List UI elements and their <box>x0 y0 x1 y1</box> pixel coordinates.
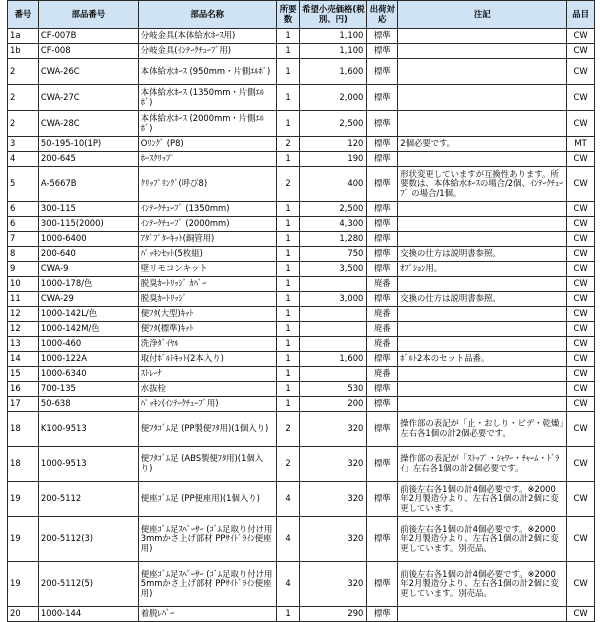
cell-note <box>398 322 567 337</box>
cell-note <box>398 232 567 247</box>
cell-part-name: 便ﾌﾀｺﾞﾑ足 (ABS製便ﾌﾀ用)(1個入り) <box>138 447 276 482</box>
cell-part-number: 1000-122A <box>38 352 138 367</box>
header-item: 品目 <box>567 1 595 29</box>
cell-note <box>398 277 567 292</box>
cell-note <box>398 111 567 137</box>
cell-no: 1a <box>8 29 39 44</box>
cell-price: 200 <box>300 397 367 412</box>
cell-item: CW <box>567 482 595 517</box>
cell-part-number: 700-135 <box>38 382 138 397</box>
table-row <box>8 152 595 167</box>
cell-part-number: CWA-27C <box>38 85 138 111</box>
cell-note <box>398 202 567 217</box>
cell-item: CW <box>567 167 595 202</box>
cell-no: 18 <box>8 447 39 482</box>
cell-item: CW <box>567 322 595 337</box>
cell-price: 750 <box>300 247 367 262</box>
cell-item: CW <box>567 277 595 292</box>
table-row <box>8 137 595 152</box>
cell-quantity: 1 <box>276 352 300 367</box>
cell-quantity: 2 <box>276 167 300 202</box>
table-row <box>8 397 595 412</box>
cell-item: CW <box>567 412 595 447</box>
cell-quantity: 1 <box>276 29 300 44</box>
parts-table <box>7 0 595 622</box>
cell-item: CW <box>567 517 595 562</box>
cell-part-name: ﾊﾟｯｷﾝｾｯﾄ(5枚組) <box>138 247 276 262</box>
cell-item: CW <box>567 44 595 59</box>
cell-note <box>398 307 567 322</box>
cell-quantity: 1 <box>276 44 300 59</box>
cell-part-name: 脱臭ｶｰﾄﾘｯｼﾞ <box>138 292 276 307</box>
cell-note <box>398 382 567 397</box>
cell-note <box>398 397 567 412</box>
cell-quantity: 2 <box>276 447 300 482</box>
cell-price: 320 <box>300 482 367 517</box>
cell-part-number: CWA-29 <box>38 292 138 307</box>
cell-no: 18 <box>8 412 39 447</box>
cell-note: 2個必要です。 <box>398 137 567 152</box>
cell-no: 6 <box>8 202 39 217</box>
cell-price: 2,500 <box>300 111 367 137</box>
cell-note <box>398 59 567 85</box>
cell-part-name: Oﾘﾝｸﾞ (P8) <box>138 137 276 152</box>
cell-quantity: 2 <box>276 412 300 447</box>
cell-item: CW <box>567 607 595 622</box>
cell-shipping: 標準 <box>367 482 398 517</box>
cell-price: 1,600 <box>300 59 367 85</box>
cell-shipping: 標準 <box>367 247 398 262</box>
cell-no: 13 <box>8 337 39 352</box>
table-row <box>8 44 595 59</box>
table-body <box>8 29 595 622</box>
cell-shipping: 廃番 <box>367 277 398 292</box>
parts-table-container <box>7 0 595 622</box>
cell-part-number: K100-9513 <box>38 412 138 447</box>
cell-item: CW <box>567 562 595 607</box>
cell-part-name: 着脱ﾚﾊﾞｰ <box>138 607 276 622</box>
cell-no: 2 <box>8 59 39 85</box>
cell-shipping: 標準 <box>367 59 398 85</box>
cell-note <box>398 85 567 111</box>
cell-note: 前後左右各1個の計4個必要です。※2000年2月製造分より、左右各1個の計2個に変更しています。別売品。 <box>398 517 567 562</box>
cell-price: 530 <box>300 382 367 397</box>
cell-no: 10 <box>8 277 39 292</box>
cell-quantity: 1 <box>276 217 300 232</box>
cell-price: 120 <box>300 137 367 152</box>
cell-part-number: 1000-142M/色 <box>38 322 138 337</box>
cell-part-number: 200-645 <box>38 152 138 167</box>
cell-part-number: A-5667B <box>38 167 138 202</box>
cell-part-name: 便ﾌﾀ(大型)ｷｯﾄ <box>138 307 276 322</box>
cell-item: CW <box>567 217 595 232</box>
table-row <box>8 382 595 397</box>
cell-item: CW <box>567 262 595 277</box>
cell-item: CW <box>567 152 595 167</box>
cell-note: ｵﾌﾟｼｮﾝ用。 <box>398 262 567 277</box>
cell-part-number: 300-115(2000) <box>38 217 138 232</box>
table-row <box>8 447 595 482</box>
cell-part-number: CWA-26C <box>38 59 138 85</box>
cell-item: CW <box>567 111 595 137</box>
cell-shipping: 標準 <box>367 292 398 307</box>
table-row <box>8 292 595 307</box>
cell-note <box>398 29 567 44</box>
cell-shipping: 標準 <box>367 137 398 152</box>
table-row <box>8 607 595 622</box>
cell-no: 11 <box>8 292 39 307</box>
table-row <box>8 277 595 292</box>
cell-part-number: 200-5112(3) <box>38 517 138 562</box>
cell-shipping: 標準 <box>367 262 398 277</box>
cell-no: 2 <box>8 111 39 137</box>
cell-part-name: 便ﾌﾀ(標準)ｷｯﾄ <box>138 322 276 337</box>
cell-part-name: ｽﾄﾚｰﾅ <box>138 367 276 382</box>
header-part-number: 部品番号 <box>38 1 138 29</box>
cell-part-number: 300-115 <box>38 202 138 217</box>
cell-price: 320 <box>300 447 367 482</box>
cell-price <box>300 277 367 292</box>
cell-quantity: 1 <box>276 85 300 111</box>
header-quantity: 所要数 <box>276 1 300 29</box>
cell-shipping: 標準 <box>367 382 398 397</box>
cell-no: 20 <box>8 607 39 622</box>
cell-quantity: 1 <box>276 277 300 292</box>
table-row <box>8 217 595 232</box>
cell-price: 400 <box>300 167 367 202</box>
table-row <box>8 412 595 447</box>
cell-part-name: 便ﾌﾀｺﾞﾑ足 (PP製便ﾌﾀ用)(1個入り) <box>138 412 276 447</box>
cell-part-number: 200-640 <box>38 247 138 262</box>
cell-part-name: ｲﾝﾃｰｸﾁｭｰﾌﾞ (1350mm) <box>138 202 276 217</box>
table-row <box>8 29 595 44</box>
cell-part-number: 200-5112 <box>38 482 138 517</box>
cell-no: 8 <box>8 247 39 262</box>
cell-note <box>398 152 567 167</box>
cell-item: CW <box>567 352 595 367</box>
table-row <box>8 367 595 382</box>
header-no: 番号 <box>8 1 39 29</box>
cell-part-name: 分岐金具(ｲﾝﾃｰｸﾁｭｰﾌﾞ用) <box>138 44 276 59</box>
cell-item: CW <box>567 447 595 482</box>
cell-quantity: 1 <box>276 152 300 167</box>
cell-shipping: 標準 <box>367 29 398 44</box>
cell-part-name: 壁リモコンキット <box>138 262 276 277</box>
cell-shipping: 標準 <box>367 517 398 562</box>
header-part-name: 部品名称 <box>138 1 276 29</box>
cell-part-name: 脱臭ｶｰﾄﾘｯｼﾞ ｶﾊﾞｰ <box>138 277 276 292</box>
cell-part-name: 本体給水ﾎｰｽ (1350mm・片側ｴﾙﾎﾞ) <box>138 85 276 111</box>
cell-price: 320 <box>300 562 367 607</box>
cell-no: 15 <box>8 367 39 382</box>
cell-part-name: 便座ｺﾞﾑ足 (PP便座用)(1個入り) <box>138 482 276 517</box>
cell-part-name: ｲﾝﾃｰｸﾁｭｰﾌﾞ (2000mm) <box>138 217 276 232</box>
cell-quantity: 1 <box>276 247 300 262</box>
cell-quantity: 4 <box>276 517 300 562</box>
cell-note <box>398 367 567 382</box>
cell-shipping: 標準 <box>367 111 398 137</box>
cell-part-name: ﾊﾟｯｷﾝ(ｲﾝﾃｰｸﾁｭｰﾌﾞ用) <box>138 397 276 412</box>
cell-note: ﾎﾞﾙﾄ2本のセット品番。 <box>398 352 567 367</box>
cell-shipping: 標準 <box>367 562 398 607</box>
cell-price: 2,000 <box>300 85 367 111</box>
cell-price: 290 <box>300 607 367 622</box>
cell-part-number: 50-195-10(1P) <box>38 137 138 152</box>
cell-price: 3,500 <box>300 262 367 277</box>
cell-shipping: 廃番 <box>367 307 398 322</box>
cell-part-number: CWA-9 <box>38 262 138 277</box>
table-row <box>8 482 595 517</box>
cell-part-number: 1000-144 <box>38 607 138 622</box>
table-row <box>8 337 595 352</box>
cell-price: 320 <box>300 412 367 447</box>
cell-no: 12 <box>8 322 39 337</box>
cell-no: 3 <box>8 137 39 152</box>
cell-part-name: ｸﾘｯﾌﾟﾘﾝｸﾞ(呼び8) <box>138 167 276 202</box>
cell-note: 交換の仕方は説明書参照。 <box>398 292 567 307</box>
cell-item: CW <box>567 292 595 307</box>
table-row <box>8 262 595 277</box>
cell-price <box>300 367 367 382</box>
cell-item: CW <box>567 247 595 262</box>
cell-shipping: 標準 <box>367 352 398 367</box>
cell-no: 4 <box>8 152 39 167</box>
cell-item: CW <box>567 29 595 44</box>
header-note: 注記 <box>398 1 567 29</box>
cell-quantity: 1 <box>276 59 300 85</box>
cell-part-number: 200-5112(5) <box>38 562 138 607</box>
header-shipping: 出荷対応 <box>367 1 398 29</box>
cell-quantity: 1 <box>276 397 300 412</box>
cell-quantity: 1 <box>276 262 300 277</box>
cell-quantity: 4 <box>276 482 300 517</box>
cell-part-number: CWA-28C <box>38 111 138 137</box>
cell-part-number: CF-007B <box>38 29 138 44</box>
cell-price <box>300 307 367 322</box>
cell-note: 前後左右各1個の計4個必要です。※2000年2月製造分より、左右各1個の計2個に変更しています。別売品。 <box>398 562 567 607</box>
cell-part-number: 1000-178/色 <box>38 277 138 292</box>
table-row <box>8 59 595 85</box>
cell-note: 操作部の表記が「止・おしり・ビデ・乾燥」左右各1個の計2個必要です。 <box>398 412 567 447</box>
cell-shipping: 標準 <box>367 85 398 111</box>
cell-part-name: 取付ﾎﾞﾙﾄｷｯﾄ(2本入り) <box>138 352 276 367</box>
cell-quantity: 1 <box>276 337 300 352</box>
cell-shipping: 標準 <box>367 167 398 202</box>
table-row <box>8 322 595 337</box>
cell-item: CW <box>567 232 595 247</box>
cell-shipping: 標準 <box>367 202 398 217</box>
cell-note: 形状変更していますが互換性あります。所要数は、本体給水ﾎｰｽの場合/2個、ｲﾝﾃｰｸﾁｭｰﾌﾞ の場合/1個。 <box>398 167 567 202</box>
cell-part-name: 便座ｺﾞﾑ足ｽﾍﾟｰｻｰ (ｺﾞﾑ足取り付け用3mmかさ上げ部材 PPｻｲﾄﾞﾗｲﾝ便座用) <box>138 517 276 562</box>
cell-note: 交換の仕方は説明書参照。 <box>398 247 567 262</box>
cell-note <box>398 337 567 352</box>
cell-shipping: 標準 <box>367 412 398 447</box>
cell-item: MT <box>567 137 595 152</box>
cell-no: 9 <box>8 262 39 277</box>
cell-shipping: 標準 <box>367 397 398 412</box>
cell-no: 19 <box>8 482 39 517</box>
cell-quantity: 4 <box>276 562 300 607</box>
cell-no: 12 <box>8 307 39 322</box>
cell-item: CW <box>567 397 595 412</box>
cell-shipping: 標準 <box>367 44 398 59</box>
cell-part-number: 1000-6400 <box>38 232 138 247</box>
cell-shipping: 標準 <box>367 232 398 247</box>
table-row <box>8 352 595 367</box>
cell-price <box>300 337 367 352</box>
cell-item: CW <box>567 307 595 322</box>
cell-part-name: ｱﾀﾞﾌﾟﾀｰｷｯﾄ(銅管用) <box>138 232 276 247</box>
cell-price: 190 <box>300 152 367 167</box>
cell-shipping: 標準 <box>367 607 398 622</box>
table-row <box>8 202 595 217</box>
cell-price: 4,300 <box>300 217 367 232</box>
cell-quantity: 1 <box>276 607 300 622</box>
cell-part-name: 本体給水ﾎｰｽ (950mm・片側ｴﾙﾎﾞ) <box>138 59 276 85</box>
cell-part-name: 水抜栓 <box>138 382 276 397</box>
header-price: 希望小売価格(税別、円) <box>300 1 367 29</box>
cell-note <box>398 44 567 59</box>
cell-item: CW <box>567 382 595 397</box>
cell-no: 14 <box>8 352 39 367</box>
cell-no: 17 <box>8 397 39 412</box>
cell-quantity: 1 <box>276 292 300 307</box>
cell-note: 操作部の表記が「ｽﾄｯﾌﾟ・ｼｬﾜｰ・ﾁｬｰﾑ・ﾄﾞﾗｲ」左右各1個の計2個必要です。 <box>398 447 567 482</box>
cell-note <box>398 217 567 232</box>
cell-item: CW <box>567 202 595 217</box>
cell-no: 5 <box>8 167 39 202</box>
cell-part-name: ﾎｰｽｸﾘｯﾌﾟ <box>138 152 276 167</box>
cell-price: 320 <box>300 517 367 562</box>
cell-item: CW <box>567 337 595 352</box>
cell-no: 19 <box>8 517 39 562</box>
table-row <box>8 247 595 262</box>
cell-no: 6 <box>8 217 39 232</box>
table-row <box>8 232 595 247</box>
cell-price: 1,280 <box>300 232 367 247</box>
cell-quantity: 1 <box>276 367 300 382</box>
cell-price: 1,100 <box>300 29 367 44</box>
cell-no: 2 <box>8 85 39 111</box>
cell-quantity: 1 <box>276 202 300 217</box>
cell-quantity: 1 <box>276 232 300 247</box>
cell-shipping: 廃番 <box>367 337 398 352</box>
cell-note <box>398 607 567 622</box>
cell-item: CW <box>567 367 595 382</box>
cell-quantity: 1 <box>276 382 300 397</box>
cell-part-number: 1000-9513 <box>38 447 138 482</box>
cell-quantity: 1 <box>276 111 300 137</box>
table-row <box>8 111 595 137</box>
cell-part-number: CF-008 <box>38 44 138 59</box>
cell-part-name: 便座ｺﾞﾑ足ｽﾍﾟｰｻｰ (ｺﾞﾑ足取り付け用5mmかさ上げ部材 PPｻｲﾄﾞﾗｲﾝ便座用) <box>138 562 276 607</box>
cell-part-number: 50-638 <box>38 397 138 412</box>
cell-no: 16 <box>8 382 39 397</box>
cell-no: 19 <box>8 562 39 607</box>
cell-price: 3,000 <box>300 292 367 307</box>
cell-part-name: 本体給水ﾎｰｽ (2000mm・片側ｴﾙﾎﾞ) <box>138 111 276 137</box>
cell-item: CW <box>567 59 595 85</box>
cell-quantity: 2 <box>276 137 300 152</box>
header-row <box>8 1 595 29</box>
cell-part-number: 1000-460 <box>38 337 138 352</box>
cell-price <box>300 322 367 337</box>
cell-item: CW <box>567 85 595 111</box>
cell-quantity: 1 <box>276 307 300 322</box>
table-row <box>8 517 595 562</box>
table-row <box>8 307 595 322</box>
cell-shipping: 廃番 <box>367 367 398 382</box>
cell-shipping: 標準 <box>367 217 398 232</box>
cell-shipping: 廃番 <box>367 322 398 337</box>
cell-quantity: 1 <box>276 322 300 337</box>
cell-part-name: 分岐金具(本体給水ﾎｰｽ用) <box>138 29 276 44</box>
cell-price: 1,600 <box>300 352 367 367</box>
cell-price: 1,100 <box>300 44 367 59</box>
table-row <box>8 167 595 202</box>
table-row <box>8 85 595 111</box>
cell-no: 7 <box>8 232 39 247</box>
cell-shipping: 標準 <box>367 152 398 167</box>
table-header <box>8 1 595 29</box>
cell-part-number: 1000-142L/色 <box>38 307 138 322</box>
cell-no: 1b <box>8 44 39 59</box>
cell-note: 前後左右各1個の計4個必要です。※2000年2月製造分より、左右各1個の計2個に変更しています。 <box>398 482 567 517</box>
cell-part-number: 1000-6340 <box>38 367 138 382</box>
cell-part-name: 洗浄ﾀﾞｲﾔﾙ <box>138 337 276 352</box>
cell-shipping: 標準 <box>367 447 398 482</box>
cell-price: 2,500 <box>300 202 367 217</box>
